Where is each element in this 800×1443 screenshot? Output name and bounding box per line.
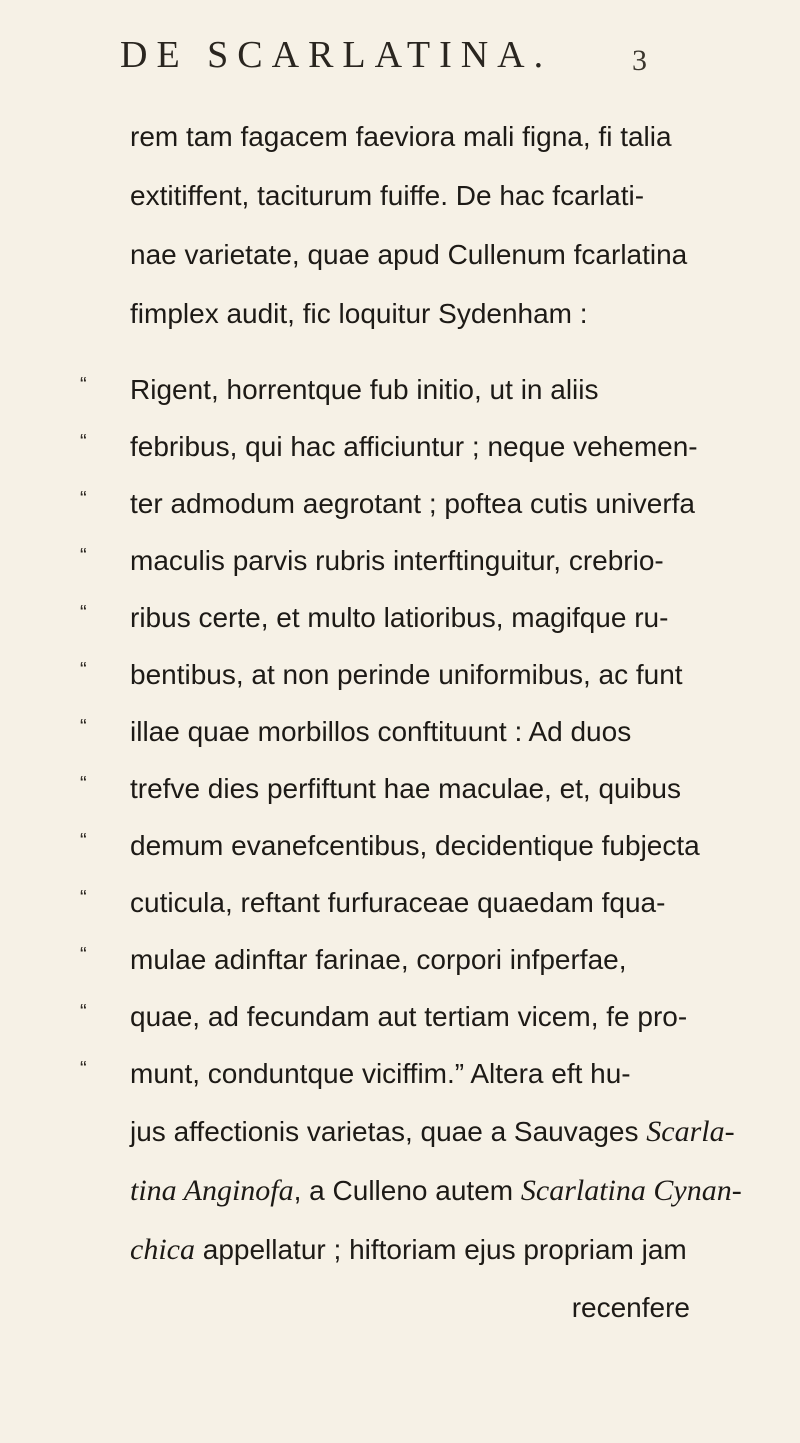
quote-line-text: illae quae morbillos conftituunt : Ad duos xyxy=(130,716,632,747)
quote-mark: “ xyxy=(80,602,87,624)
quote-mark: “ xyxy=(80,1001,87,1023)
quote-line xyxy=(80,594,690,642)
quote-mark: “ xyxy=(80,944,87,966)
quote-mark: “ xyxy=(80,659,87,681)
text-line xyxy=(130,1108,735,1156)
quote-line-text: demum evanefcentibus, decidentique fubjecta xyxy=(130,830,700,861)
quote-line-text: trefve dies perfiftunt hae maculae, et, quibus xyxy=(130,773,681,804)
quote-line xyxy=(80,480,695,528)
quote-line-text: mulae adinftar farinae, corpori infperfae, xyxy=(130,944,627,975)
quote-line-text: quae, ad fecundam aut tertiam vicem, fe pro- xyxy=(130,1001,688,1032)
quote-line-text: munt, conduntque viciffim.” Altera eft hu- xyxy=(130,1058,631,1089)
quote-line-text: bentibus, at non perinde uniformibus, ac funt xyxy=(130,659,683,690)
italic-term: Scarla- xyxy=(646,1115,735,1148)
quote-line xyxy=(80,537,690,585)
page-header xyxy=(0,30,800,80)
running-title: DE SCARLATINA. xyxy=(120,34,553,76)
quote-mark: “ xyxy=(80,1058,87,1080)
quote-line xyxy=(80,423,698,471)
quote-line-text: Rigent, horrentque fub initio, ut in aliis xyxy=(130,374,599,405)
text-line: rem tam fagacem faeviora mali figna, fi talia xyxy=(130,121,672,152)
text-run: , a Culleno autem xyxy=(293,1175,521,1206)
text-run: appellatur ; hiftoriam ejus propriam jam xyxy=(194,1234,687,1265)
text-line: fimplex audit, fic loquitur Sydenham : xyxy=(130,298,588,329)
quote-line-text: cuticula, reftant furfuraceae quaedam fqua- xyxy=(130,887,666,918)
quote-mark: “ xyxy=(80,773,87,795)
text-line xyxy=(130,1226,690,1274)
quote-mark: “ xyxy=(80,716,87,738)
text-run: jus affectionis varietas, quae a Sauvages xyxy=(130,1116,647,1147)
italic-term: chica xyxy=(130,1233,195,1266)
quote-line xyxy=(80,708,690,756)
quote-line-text: febribus, qui hac afficiuntur ; neque vehemen- xyxy=(130,431,698,462)
quote-line xyxy=(80,366,690,414)
quote-line-text: maculis parvis rubris interftinguitur, crebrio- xyxy=(130,545,664,576)
quote-mark: “ xyxy=(80,887,87,909)
quote-mark: “ xyxy=(80,830,87,852)
quote-line xyxy=(80,936,690,984)
quote-mark: “ xyxy=(80,374,87,396)
quote-mark: “ xyxy=(80,488,87,510)
text-line: nae varietate, quae apud Cullenum fcarlatina xyxy=(130,239,688,270)
page-number: 3 xyxy=(632,44,647,77)
quote-line-text: ribus certe, et multo latioribus, magifque ru- xyxy=(130,602,669,633)
quote-line xyxy=(80,651,690,699)
catchword: recenfere xyxy=(571,1292,690,1323)
text-line: extitiffent, taciturum fuiffe. De hac fcarlati- xyxy=(130,180,645,211)
text-line xyxy=(130,1167,742,1215)
quote-line xyxy=(80,993,690,1041)
italic-term: Scarlatina Cynan- xyxy=(520,1174,742,1207)
quote-line xyxy=(80,879,690,927)
quote-line xyxy=(80,765,690,813)
quote-line-text: ter admodum aegrotant ; poftea cutis univerfa xyxy=(130,488,695,519)
quote-line xyxy=(80,1050,690,1098)
quote-mark: “ xyxy=(80,431,87,453)
italic-term: tina Anginofa xyxy=(130,1174,294,1207)
quote-line xyxy=(80,822,700,870)
quote-mark: “ xyxy=(80,545,87,567)
